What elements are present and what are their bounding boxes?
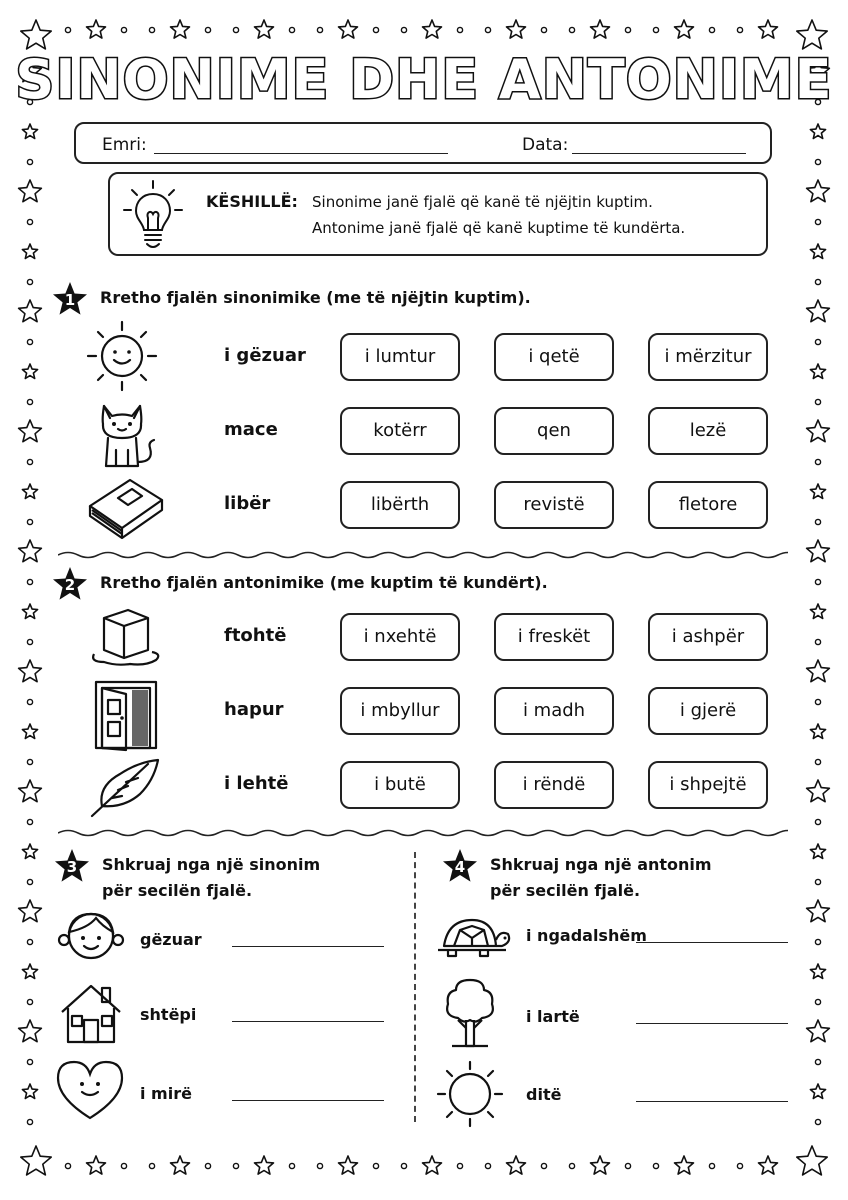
border-dot [27, 279, 32, 284]
border-dot [121, 27, 126, 32]
name-label: Emri: [102, 135, 147, 155]
border-star [22, 844, 37, 859]
border-star [171, 1156, 190, 1174]
border-star [675, 1156, 694, 1174]
border-star [591, 20, 610, 38]
border-star [591, 1156, 610, 1174]
border-dot [27, 759, 32, 764]
border-dot [737, 27, 742, 32]
border-star [807, 180, 830, 202]
answer-option[interactable]: i freskët [494, 613, 614, 661]
answer-option[interactable]: i rëndë [494, 761, 614, 809]
border-dot [457, 1163, 462, 1168]
ice-cube-icon [86, 604, 166, 668]
heart-face-icon [54, 1058, 126, 1122]
border-star [22, 484, 37, 499]
prompt-word: i mirë [140, 1084, 192, 1103]
border-star [21, 20, 51, 49]
border-dot [457, 27, 462, 32]
border-dot [737, 1163, 742, 1168]
border-dot [27, 699, 32, 704]
section-3-instruction: Shkruaj nga një sinonim për secilën fjalë. [102, 855, 321, 900]
star-number-badge: 3 [54, 848, 90, 884]
border-star [807, 1020, 830, 1042]
section-1-instruction: Rretho fjalën sinonimike (me të njëjtin kuptim). [100, 288, 531, 307]
border-star [807, 540, 830, 562]
border-dot [27, 519, 32, 524]
border-star [22, 724, 37, 739]
border-dot [815, 1059, 820, 1064]
section-divider [58, 550, 788, 560]
border-star [19, 780, 42, 802]
border-dot [205, 27, 210, 32]
border-dot [27, 879, 32, 884]
star-number-badge: 1 [52, 281, 88, 317]
border-star [19, 180, 42, 202]
border-dot [625, 1163, 630, 1168]
section-4-header [442, 848, 712, 904]
answer-option[interactable]: fletore [648, 481, 768, 529]
answer-line[interactable] [636, 942, 788, 943]
prompt-word: i lartë [526, 1007, 580, 1026]
border-dot [27, 1119, 32, 1124]
answer-line[interactable] [636, 1023, 788, 1024]
border-dot [709, 1163, 714, 1168]
border-dot [65, 27, 70, 32]
border-dot [815, 819, 820, 824]
border-star [19, 1020, 42, 1042]
border-star [810, 484, 825, 499]
border-star [22, 244, 37, 259]
target-word: hapur [224, 699, 284, 720]
answer-option[interactable]: i nxehtë [340, 613, 460, 661]
border-dot [205, 1163, 210, 1168]
border-dot [65, 1163, 70, 1168]
door-icon [92, 678, 162, 752]
border-dot [485, 27, 490, 32]
border-dot [27, 339, 32, 344]
border-dot [27, 1059, 32, 1064]
lightbulb-icon [118, 178, 188, 252]
border-dot [815, 639, 820, 644]
section-2-instruction: Rretho fjalën antonimike (me kuptim të kundërt). [100, 573, 548, 592]
target-word: libër [224, 493, 271, 514]
border-dot [149, 27, 154, 32]
answer-option[interactable]: i lumtur [340, 333, 460, 381]
border-dot [653, 27, 658, 32]
border-star [19, 420, 42, 442]
target-word: mace [224, 419, 278, 440]
page-title: SINONIME DHE ANTONIME [15, 48, 833, 111]
border-star [423, 20, 442, 38]
feather-icon [88, 756, 164, 820]
border-dot [653, 1163, 658, 1168]
border-dot [27, 939, 32, 944]
border-dot [815, 999, 820, 1004]
border-star [22, 964, 37, 979]
answer-line[interactable] [232, 1021, 384, 1022]
border-star [22, 1084, 37, 1099]
border-star [807, 300, 830, 322]
answer-option[interactable]: i mërzitur [648, 333, 768, 381]
border-dot [485, 1163, 490, 1168]
border-star [507, 1156, 526, 1174]
border-dot [373, 27, 378, 32]
target-word: i gëzuar [224, 345, 306, 366]
answer-option[interactable]: i madh [494, 687, 614, 735]
prompt-word: shtëpi [140, 1005, 197, 1024]
column-divider [414, 852, 416, 1122]
border-dot [709, 27, 714, 32]
sun-icon [434, 1058, 506, 1130]
border-star [759, 20, 778, 38]
border-dot [233, 27, 238, 32]
prompt-word: i ngadalshëm [526, 926, 647, 945]
tip-line-synonyms: Sinonime janë fjalë që kanë të njëjtin kuptim. [312, 193, 653, 211]
target-word: i lehtë [224, 773, 289, 794]
border-dot [541, 1163, 546, 1168]
border-dot [289, 27, 294, 32]
border-dot [149, 1163, 154, 1168]
answer-option[interactable]: i mbyllur [340, 687, 460, 735]
border-dot [373, 1163, 378, 1168]
border-star [807, 420, 830, 442]
girl-face-icon [56, 904, 126, 968]
border-dot [401, 1163, 406, 1168]
border-dot [27, 999, 32, 1004]
star-number-badge: 2 [52, 566, 88, 602]
border-dot [289, 1163, 294, 1168]
border-star [807, 900, 830, 922]
border-star [22, 604, 37, 619]
border-star [255, 20, 274, 38]
answer-option[interactable]: i shpejtë [648, 761, 768, 809]
border-star [22, 124, 37, 139]
border-star [19, 900, 42, 922]
border-dot [815, 579, 820, 584]
border-dot [569, 27, 574, 32]
border-dot [815, 399, 820, 404]
border-dot [27, 219, 32, 224]
border-star [807, 660, 830, 682]
section-4-instruction: Shkruaj nga një antonim për secilën fjalë. [490, 855, 712, 900]
answer-option[interactable]: i gjerë [648, 687, 768, 735]
border-star [21, 1146, 51, 1175]
border-star [423, 1156, 442, 1174]
border-dot [815, 1119, 820, 1124]
border-star [810, 244, 825, 259]
border-star [87, 1156, 106, 1174]
border-dot [317, 1163, 322, 1168]
border-star [810, 604, 825, 619]
prompt-word: ditë [526, 1085, 562, 1104]
border-star [19, 660, 42, 682]
border-star [810, 964, 825, 979]
cat-icon [92, 398, 162, 472]
border-star [810, 364, 825, 379]
border-dot [27, 399, 32, 404]
border-star [797, 20, 827, 49]
border-star [807, 780, 830, 802]
border-star [22, 364, 37, 379]
border-star [810, 124, 825, 139]
border-dot [625, 27, 630, 32]
sun-icon [84, 318, 160, 394]
border-dot [401, 27, 406, 32]
border-dot [815, 219, 820, 224]
turtle-icon [434, 912, 514, 960]
border-dot [233, 1163, 238, 1168]
border-star [87, 20, 106, 38]
border-star [675, 20, 694, 38]
border-star [810, 1084, 825, 1099]
border-star [19, 300, 42, 322]
target-word: ftohtë [224, 625, 287, 646]
border-star [339, 20, 358, 38]
border-dot [569, 1163, 574, 1168]
answer-line[interactable] [636, 1101, 788, 1102]
answer-option[interactable]: revistë [494, 481, 614, 529]
border-dot [815, 339, 820, 344]
star-number-badge: 4 [442, 848, 478, 884]
border-dot [541, 27, 546, 32]
border-dot [27, 819, 32, 824]
name-field[interactable] [154, 153, 448, 154]
answer-option[interactable]: i qetë [494, 333, 614, 381]
prompt-word: gëzuar [140, 930, 202, 949]
border-dot [815, 879, 820, 884]
border-dot [815, 699, 820, 704]
answer-option[interactable]: kotërr [340, 407, 460, 455]
date-label: Data: [522, 135, 569, 155]
border-star [255, 1156, 274, 1174]
border-star [507, 20, 526, 38]
border-dot [27, 639, 32, 644]
border-dot [815, 939, 820, 944]
border-star [810, 724, 825, 739]
border-star [19, 540, 42, 562]
section-3-header [54, 848, 320, 904]
section-2-header [52, 566, 548, 602]
date-field[interactable] [572, 153, 746, 154]
border-star [797, 1146, 827, 1175]
answer-option[interactable]: i butë [340, 761, 460, 809]
section-divider [58, 828, 788, 838]
border-dot [815, 459, 820, 464]
border-dot [27, 159, 32, 164]
border-star [339, 1156, 358, 1174]
book-icon [84, 476, 166, 542]
border-dot [815, 759, 820, 764]
border-dot [815, 279, 820, 284]
border-dot [317, 27, 322, 32]
name-date-box [74, 122, 772, 164]
house-icon [58, 980, 124, 1046]
border-star [810, 844, 825, 859]
tree-icon [440, 976, 500, 1050]
border-dot [27, 459, 32, 464]
tip-box [108, 172, 768, 256]
answer-option[interactable]: i ashpër [648, 613, 768, 661]
border-dot [27, 579, 32, 584]
answer-option[interactable]: libërth [340, 481, 460, 529]
border-dot [815, 159, 820, 164]
tip-title: KËSHILLË: [206, 192, 298, 211]
answer-option[interactable]: lezë [648, 407, 768, 455]
border-dot [121, 1163, 126, 1168]
border-star [171, 20, 190, 38]
answer-line[interactable] [232, 1100, 384, 1101]
answer-option[interactable]: qen [494, 407, 614, 455]
section-1-header [52, 281, 531, 317]
border-dot [815, 519, 820, 524]
tip-line-antonyms: Antonime janë fjalë që kanë kuptime të kundërta. [312, 219, 686, 237]
border-star [759, 1156, 778, 1174]
answer-line[interactable] [232, 946, 384, 947]
